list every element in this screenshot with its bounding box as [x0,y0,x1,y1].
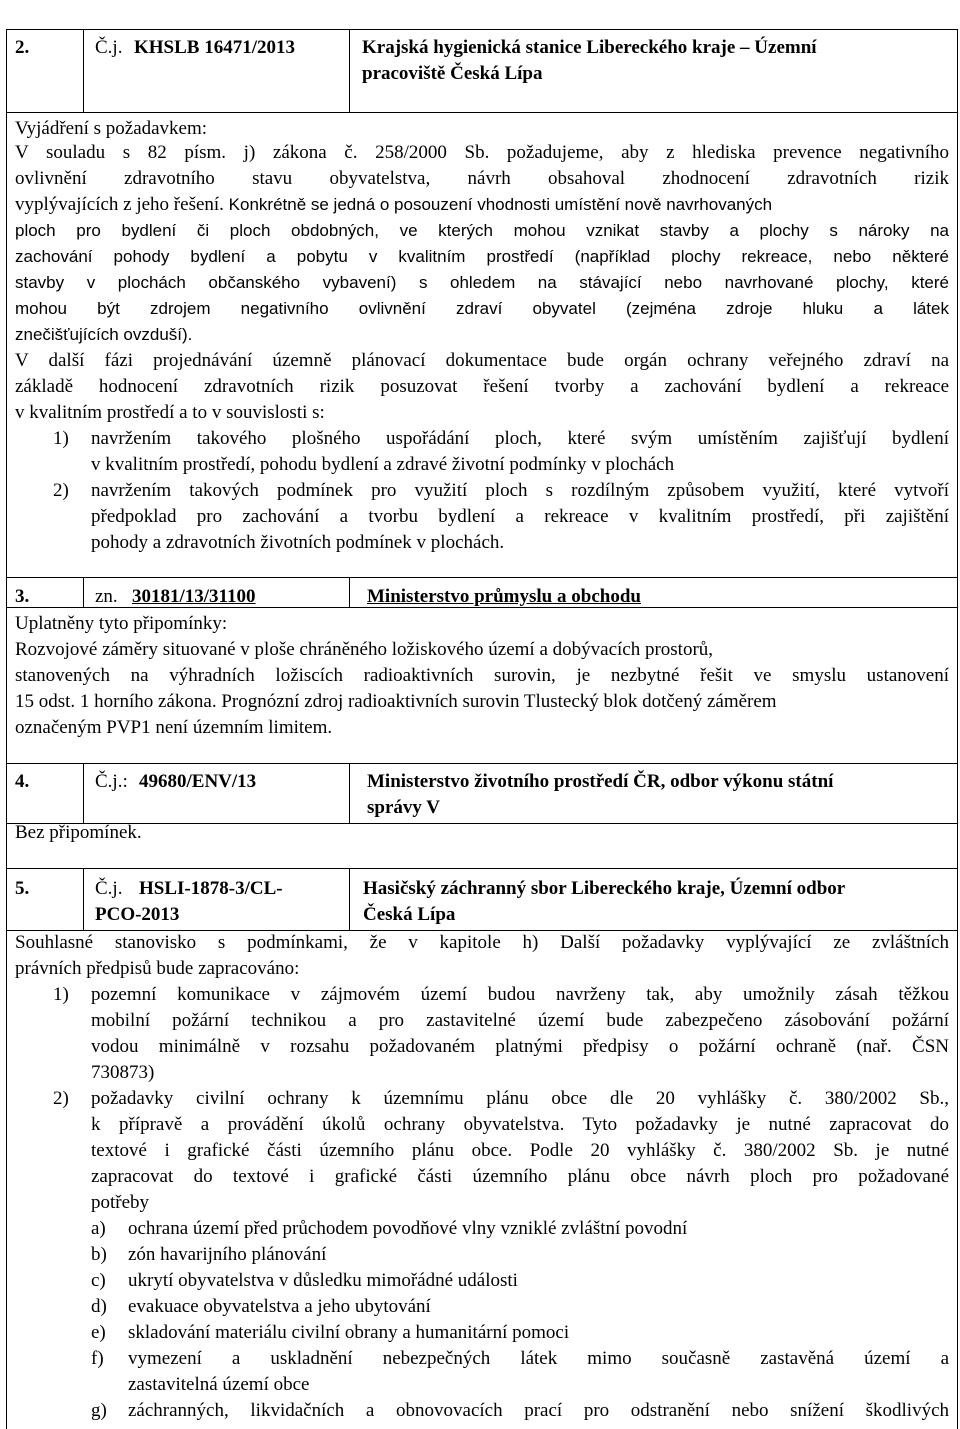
section-number: 4. [15,771,30,792]
paragraph-line: právních předpisů bude zapracováno: [15,958,300,979]
organization-name: Česká Lípa [363,904,456,925]
paragraph-line: Bez připomínek. [15,822,142,843]
sub-list-item: zastavitelná území obce [128,1374,310,1395]
list-item: vodou minimálně v rozsahu požadovaném platnými předpisy o požární ochraně (nař. ČSN [91,1036,949,1057]
reference-number: 30181/13/31100 [132,586,256,607]
list-number: 1) [53,984,69,1005]
paragraph-line: znečišťujících ovzduší). [15,325,193,344]
reference-number: PCO-2013 [95,904,180,925]
table-divider [83,868,84,930]
table-divider [349,577,350,607]
paragraph-line: stanovených na výhradních ložiscích radioaktivních surovin, je nezbytné řešit ve smyslu ustanovení [15,665,949,686]
list-item: navržením takových podmínek pro využití ploch s rozdílným způsobem využití, které vytvoří [91,480,949,501]
paragraph-line: označeným PVP1 není územním limitem. [15,717,333,738]
organization-name: pracoviště Česká Lípa [362,63,543,84]
sub-list-item: zón havarijního plánování [128,1244,327,1265]
section-heading: Uplatněny tyto připomínky: [15,613,228,634]
sub-list-letter: b) [91,1244,107,1265]
paragraph-line: ovlivnění zdravotního stavu obyvatelstva, návrh obsahoval zhodnocení zdravotních rizik [15,168,949,189]
reference-label: Č.j. [95,37,123,58]
paragraph-line: v kvalitním prostředí a to v souvislosti s: [15,402,325,423]
section-heading: Vyjádření s požadavkem: [15,118,208,139]
table-divider [7,607,957,608]
reference-number: 49680/ENV/13 [139,771,257,792]
document-page [6,29,958,1429]
paragraph-line: zachování pohody bydlení a pobytu v kvalitním prostředí (například plochy rekreace, nebo některé [15,247,949,266]
table-divider [83,577,84,607]
section-divider [7,763,957,764]
sub-list-letter: d) [91,1296,107,1317]
list-number: 1) [53,428,69,449]
organization-name: Krajská hygienická stanice Libereckého kraje – Územní [362,37,817,58]
table-divider [349,30,350,112]
table-divider [349,868,350,930]
sub-list-letter: g) [91,1400,107,1421]
table-divider [349,763,350,823]
table-divider [7,112,957,113]
section-divider [7,577,957,578]
list-number: 2) [53,1088,69,1109]
list-item: k přípravě a provádění úkolů ochrany obyvatelstva. Tyto požadavky je nutné zapracovat do [91,1114,949,1135]
reference-label: zn. [95,586,118,607]
paragraph-line: mohou být zdrojem negativního ovlivnění zdraví obyvatel (zejména zdroje hluku a látek [15,299,949,318]
sub-list-item: skladování materiálu civilní obrany a humanitární pomoci [128,1322,570,1343]
section-number: 3. [15,586,30,607]
sub-list-letter: a) [91,1218,106,1239]
paragraph-line: vyplývajících z jeho řešení. Konkrétně se jedná o posouzení vhodnosti umístění nově navrhovaných [15,194,773,215]
list-item: pozemní komunikace v zájmovém území budou navrženy tak, aby umožnily zásah těžkou [91,984,949,1005]
organization-name: Ministerstvo životního prostředí ČR, odbor výkonu státní [367,771,834,792]
list-number: 2) [53,480,69,501]
paragraph-line: 15 odst. 1 horního zákona. Prognózní zdroj radioaktivních surovin Tlustecký blok dotčený záměrem [15,691,777,712]
paragraph-line: V souladu s 82 písm. j) zákona č. 258/2000 Sb. požadujeme, aby z hlediska prevence negativního [15,142,949,163]
list-item: požadavky civilní ochrany k územnímu plánu obce dle 20 vyhlášky č. 380/2002 Sb., [91,1088,949,1109]
table-divider [83,763,84,823]
section-number: 2. [15,37,30,58]
section-number: 5. [15,878,30,899]
paragraph-line: V další fázi projednávání územně plánovací dokumentace bude orgán ochrany veřejného zdraví na [15,350,949,371]
list-item: mobilní požární technikou a pro zastavitelné území bude zabezpečeno zásobování požární [91,1010,949,1031]
sub-list-letter: c) [91,1270,106,1291]
list-item: zapracovat do textové i grafické části územního plánu obce návrh ploch pro požadované [91,1166,949,1187]
section-divider [7,868,957,869]
reference-label: Č.j.: [95,771,128,792]
paragraph-line: stavby v plochách občanského vybavení) s ohledem na stávající nebo navrhované plochy, které [15,273,949,292]
sub-list-letter: e) [91,1322,106,1343]
list-item: pohody a zdravotních životních podmínek v plochách. [91,532,505,553]
sub-list-item: ochrana území před průchodem povodňové vlny vzniklé zvláštní povodní [128,1218,688,1239]
paragraph-line: základě hodnocení zdravotních rizik posuzovat řešení tvorby a zachování bydlení a rekreace [15,376,949,397]
list-item: navržením takového plošného uspořádání ploch, které svým umístěním zajišťují bydlení [91,428,949,449]
reference-number: KHSLB 16471/2013 [134,37,295,58]
sub-list-item: ukrytí obyvatelstva v důsledku mimořádné události [128,1270,518,1291]
table-divider [7,823,957,824]
sub-list-item: vymezení a uskladnění nebezpečných látek mimo současně zastavěná území a [128,1348,949,1369]
reference-number: HSLI-1878-3/CL- [139,878,283,899]
list-item: 730873) [91,1062,155,1083]
list-item: potřeby [91,1192,150,1213]
organization-name: správy V [367,797,441,818]
paragraph-line: Rozvojové záměry situované v ploše chráněného ložiskového území a dobývacích prostorů, [15,639,714,660]
table-divider [83,30,84,112]
organization-name: Ministerstvo průmyslu a obchodu [367,586,641,607]
list-item: v kvalitním prostředí, pohodu bydlení a zdravé životní podmínky v plochách [91,454,675,475]
organization-name: Hasičský záchranný sbor Libereckého kraje, Územní odbor [363,878,846,899]
paragraph-line: Souhlasné stanovisko s podmínkami, že v kapitole h) Další požadavky vyplývající ze zvláštních [15,932,949,953]
reference-label: Č.j. [95,878,123,899]
sub-list-item: záchranných, likvidačních a obnovovacích prací pro odstranění nebo snížení škodlivých [128,1400,949,1421]
paragraph-line: ploch pro bydlení či ploch obdobných, ve kterých mohou vznikat stavby a plochy s nároky na [15,221,949,240]
sub-list-item: evakuace obyvatelstva a jeho ubytování [128,1296,431,1317]
sub-list-letter: f) [91,1348,104,1369]
list-item: předpoklad pro zachování a tvorbu bydlení a rekreace v kvalitním prostředí, při zajištění [91,506,949,527]
list-item: textové i grafické části územního plánu obce. Podle 20 vyhlášky č. 380/2002 Sb. je nutné [91,1140,949,1161]
